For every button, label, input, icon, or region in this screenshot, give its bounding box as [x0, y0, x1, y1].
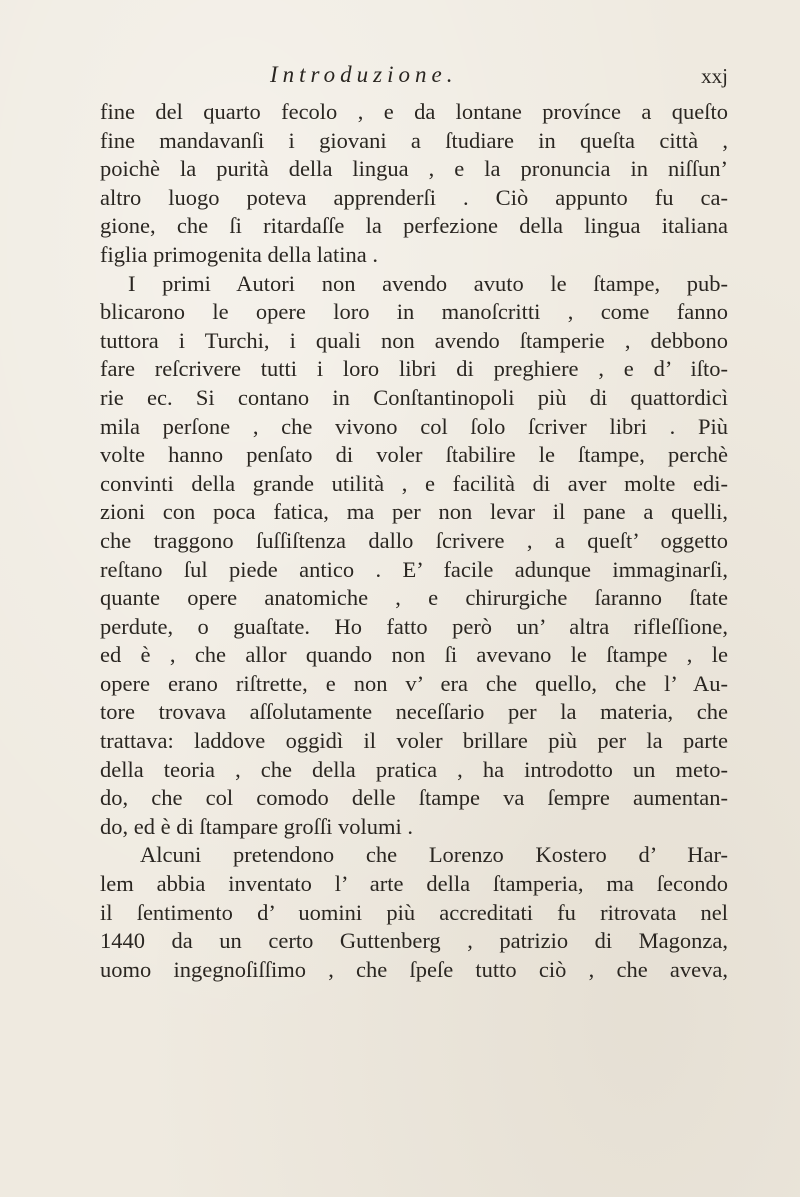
text-line: poichè la purità della lingua , e la pronuncia in niſſun’ [100, 156, 728, 182]
text-line: fine del quarto fecolo , e da lontane provínce a queſto [100, 99, 728, 124]
text-line: I primi Autori non avendo avuto le ſtampe, pub- [128, 270, 728, 296]
text-line: volte hanno penſato di voler ſtabilire le ſtampe, perchè [100, 442, 728, 468]
text-line: rie ec. Si contano in Conſtantinopoli più di quattordicì [100, 384, 728, 410]
text-line: convinti della grande utilità , e facilità di aver molte edi- [100, 470, 728, 496]
running-head-title: Introduzione. [270, 62, 458, 87]
text-line: blicarono le opere loro in manoſcritti , come fanno [100, 299, 728, 325]
text-line: lem abbia inventato l’ arte della ſtamperia, ma ſecondo [100, 871, 728, 897]
text-line: il ſentimento d’ uomini più accreditati fu ritrovata nel [100, 899, 728, 925]
text-line: zioni con poca fatica, ma per non levar il pane a quelli, [100, 499, 728, 525]
running-head [100, 62, 728, 94]
text-line: trattava: laddove oggidì il voler brillare più per la parte [100, 728, 728, 754]
text-line: ed è , che allor quando non ſi avevano le ſtampe , le [100, 642, 728, 668]
text-line: 1440 da un certo Guttenberg , patrizio di Magonza, [100, 928, 728, 954]
text-line: perdute, o guaſtate. Ho fatto però un’ altra rifleſſione, [100, 613, 728, 639]
text-line: fine mandavanſi i giovani a ſtudiare in queſta città , [100, 127, 728, 153]
page-number: xxj [701, 64, 728, 88]
text-line: tore trovava aſſolutamente neceſſario per la materia, che [100, 699, 728, 725]
text-line: figlia primogenita della latina . [100, 241, 379, 267]
body-text [100, 98, 728, 984]
text-line: Alcuni pretendono che Lorenzo Kostero d’ Har- [140, 842, 728, 868]
text-line: della teoria , che della pratica , ha introdotto un meto- [100, 756, 728, 782]
text-line: quante opere anatomiche , e chirurgiche ſaranno ſtate [100, 585, 728, 611]
text-line: gione, che ſi ritardaſſe la perfezione della lingua italiana [100, 213, 728, 239]
text-line: che traggono ſuſſiſtenza dallo ſcrivere , a queſt’ oggetto [100, 527, 728, 553]
text-line: uomo ingegnoſiſſimo , che ſpeſe tutto ciò , che aveva, [100, 956, 728, 982]
text-line: fare reſcrivere tutti i loro libri di preghiere , e d’ iſto- [100, 356, 728, 382]
text-line: tuttora i Turchi, i quali non avendo ſtamperie , debbono [100, 327, 728, 353]
text-line: opere erano riſtrette, e non v’ era che quello, che l’ Au- [100, 670, 728, 696]
text-line: do, ed è di ſtampare groſſi volumi . [100, 813, 414, 839]
text-line: do, che col comodo delle ſtampe va ſempre aumentan- [100, 785, 728, 811]
text-line: reſtano ſul piede antico . E’ facile adunque immaginarſi, [100, 556, 728, 582]
text-line: altro luogo poteva apprenderſi . Ciò appunto fu ca- [100, 184, 728, 210]
text-line: mila perſone , che vivono col ſolo ſcriver libri . Più [100, 413, 728, 439]
